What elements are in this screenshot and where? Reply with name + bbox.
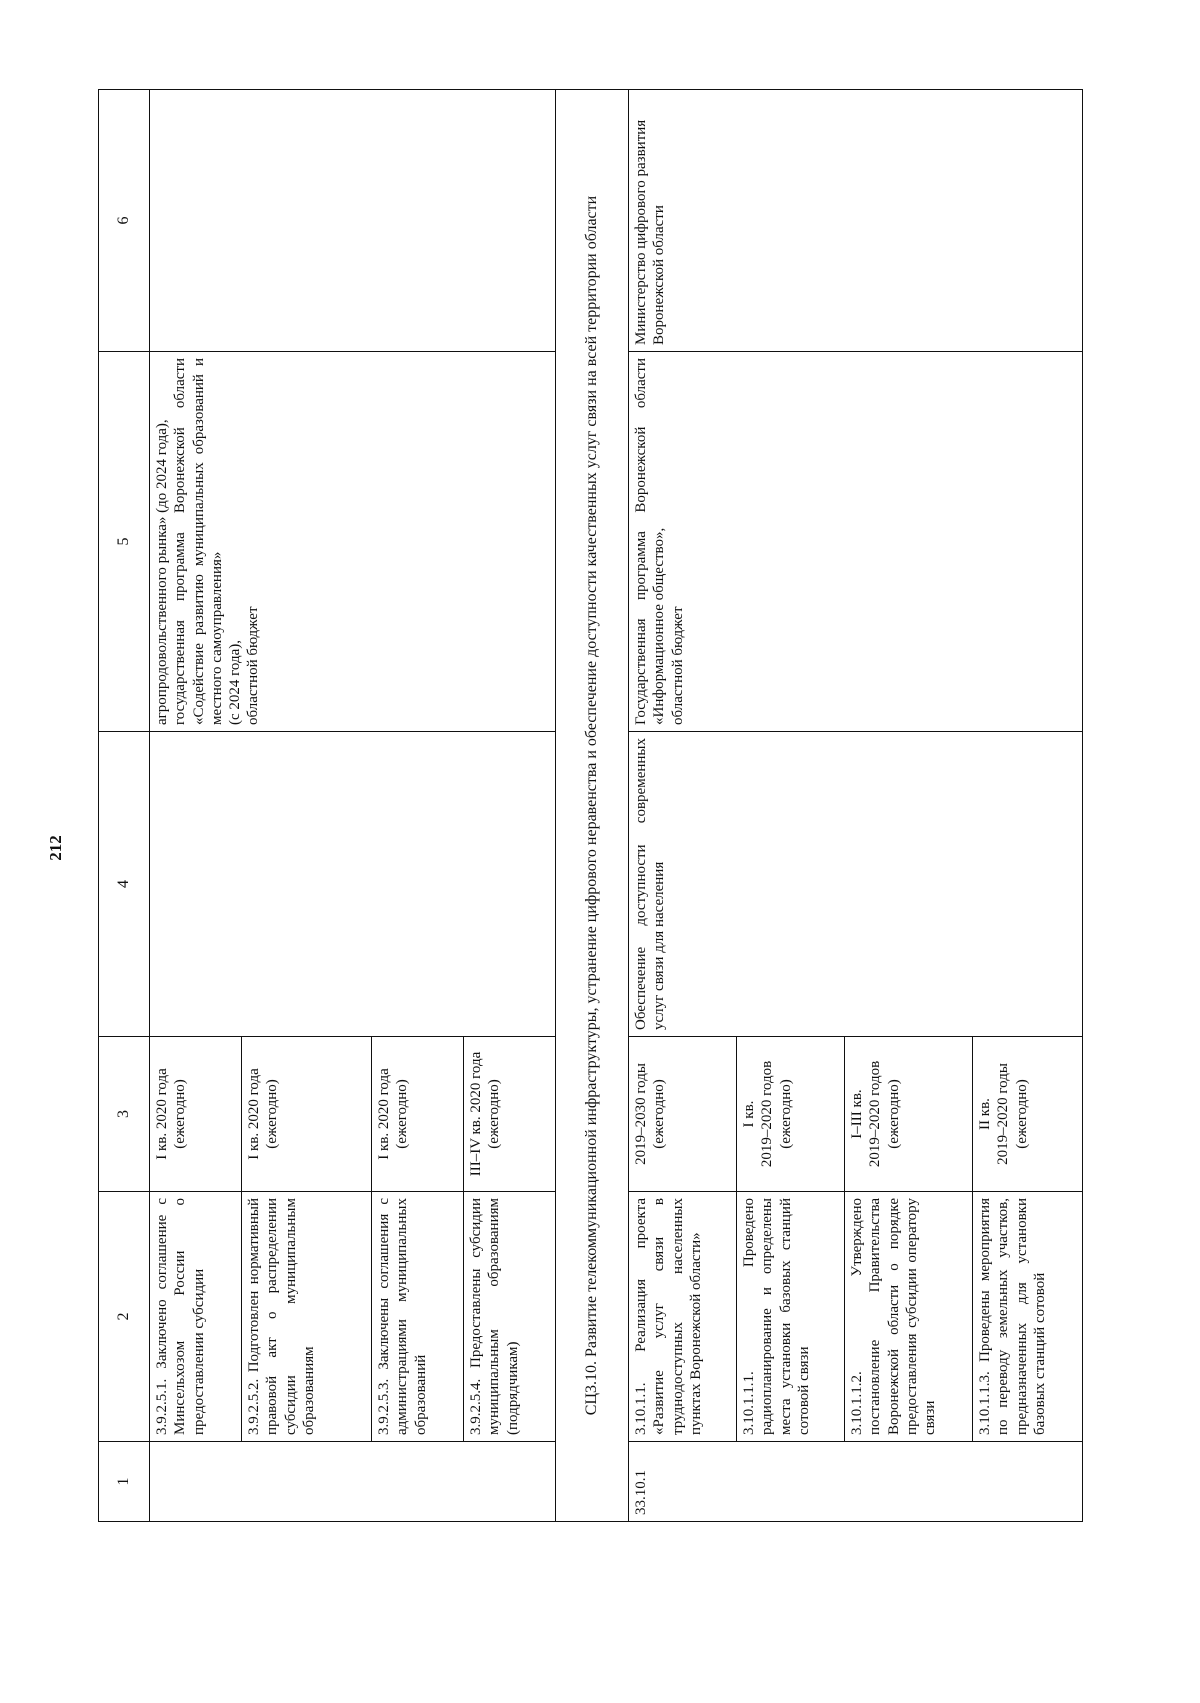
rotated-page-content <box>98 90 1083 1522</box>
section-row <box>556 90 629 1522</box>
deadline-cell: I кв. 2020 года (ежегодно) <box>372 1037 464 1192</box>
table-row <box>150 90 242 1522</box>
table-row <box>629 90 737 1522</box>
deadline-cell: I кв. 2020 года (ежегодно) <box>242 1037 372 1192</box>
deadline-cell: II кв. 2019–2020 годы (ежегодно) <box>973 1037 1083 1192</box>
page-number: 212 <box>46 835 65 861</box>
measure-cell: 3.10.1.1.2. Утверждено постановление Правительства Воронежской области о порядке предоставления субсидии оператору связи <box>845 1192 973 1442</box>
header-col-1: 1 <box>99 1442 150 1522</box>
section-title: СЦ3.10. Развитие телекоммуникационной инфраструктуры, устранение цифрового неравенства и обеспечение доступности качественных услуг связи на всей территории области <box>556 90 629 1522</box>
measure-cell: 3.9.2.5.2. Подготовлен нормативный правовой акт о распределении субсидии муниципальным образованиям <box>242 1192 372 1442</box>
header-col-6: 6 <box>99 90 150 352</box>
header-row <box>99 90 150 1522</box>
deadline-cell: I–III кв. 2019–2020 годов (ежегодно) <box>845 1037 973 1192</box>
measure-cell: 3.10.1.1.3. Проведены мероприятия по переводу земельных участков, предназначенных для установки базовых станций сотовой <box>973 1192 1083 1442</box>
deadline-cell: 2019–2030 годы (ежегодно) <box>629 1037 737 1192</box>
header-col-4: 4 <box>99 732 150 1037</box>
measure-cell: 3.9.2.5.1. Заключено соглашение с Минсельхозом России о предоставлении субсидии <box>150 1192 242 1442</box>
source-cell: Государственная программа Воронежской области «Информационное общество», областной бюджет <box>629 352 1083 732</box>
header-col-2: 2 <box>99 1192 150 1442</box>
measure-cell: 3.9.2.5.3. Заключены соглашения с администрациями муниципальных образований <box>372 1192 464 1442</box>
header-col-3: 3 <box>99 1037 150 1192</box>
deadline-cell: I кв. 2019–2020 годов (ежегодно) <box>737 1037 845 1192</box>
measure-cell: 3.10.1.1.1. Проведено радиопланирование и определены места установки базовых станций сотовой связи <box>737 1192 845 1442</box>
result-cell <box>150 732 556 1037</box>
deadline-cell: III–IV кв. 2020 года (ежегодно) <box>464 1037 556 1192</box>
measure-cell: 3.9.2.5.4. Предоставлены субсидии муниципальным образованиям (подрядчикам) <box>464 1192 556 1442</box>
source-cell: агропродовольственного рынка» (до 2024 года), государственная программа Воронежской области «Содействие развитию муниципальных образований и местного самоуправления» (с 2024 года), областной бюджет <box>150 352 556 732</box>
deadline-cell: I кв. 2020 года (ежегодно) <box>150 1037 242 1192</box>
plan-table <box>98 89 1083 1522</box>
result-cell: Обеспечение доступности современных услуг связи для населения <box>629 732 1083 1037</box>
measure-cell: 3.10.1.1. Реализация проекта «Развитие услуг связи в труднодоступных населенных пунктах Воронежской области» <box>629 1192 737 1442</box>
header-col-5: 5 <box>99 352 150 732</box>
executor-cell <box>150 90 556 352</box>
number-cell: 33.10.1 <box>629 1442 1083 1522</box>
executor-cell: Министерство цифрового развития Воронежской области <box>629 90 1083 352</box>
number-cell <box>150 1442 556 1522</box>
